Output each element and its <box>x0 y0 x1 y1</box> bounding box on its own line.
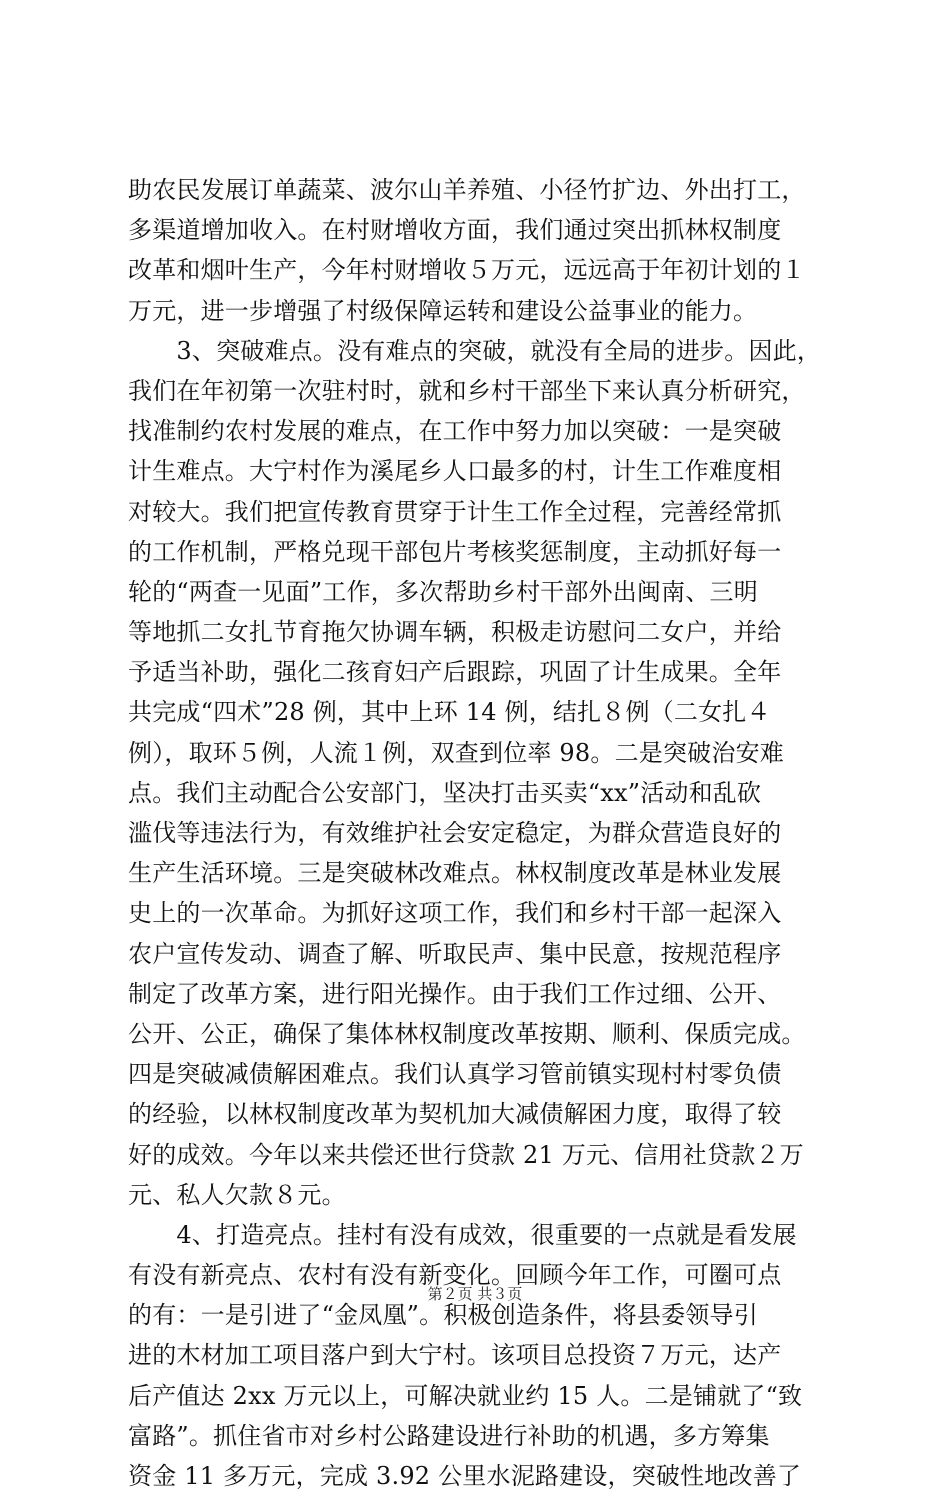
text-line: 的工作机制，严格兑现干部包片考核奖惩制度，主动抓好每一 <box>128 537 782 566</box>
text-line: 进的木材加工项目落户到大宁村。该项目总投资７万元，达产 <box>128 1341 782 1370</box>
text-line: 计生难点。大宁村作为溪尾乡人口最多的村，计生工作难度相 <box>128 457 782 486</box>
text-line: 轮的“两查一见面”工作，多次帮助乡村干部外出闽南、三明 <box>128 577 758 606</box>
text-line: 制定了改革方案，进行阳光操作。由于我们工作过细、公开、 <box>128 979 782 1008</box>
text-line: 史上的一次革命。为抓好这项工作，我们和乡村干部一起深入 <box>128 899 782 928</box>
text-line: 万元，进一步增强了村级保障运转和建设公益事业的能力。 <box>128 296 758 325</box>
text-line: 资金 11 多万元，完成 3.92 公里水泥路建设，突破性地改善了 <box>128 1462 802 1490</box>
page-number-label: 第２页 共３页 <box>427 1285 523 1303</box>
text-line: 生产生活环境。三是突破林改难点。林权制度改革是林业发展 <box>128 859 782 888</box>
text-line: 3、突破难点。没有难点的突破，就没有全局的进步。因此， <box>128 336 822 365</box>
text-line: 公开、公正，确保了集体林权制度改革按期、顺利、保质完成。 <box>128 1019 806 1048</box>
page-footer <box>0 1284 950 1304</box>
text-line: 点。我们主动配合公安部门，坚决打击买卖“xx”活动和乱砍 <box>128 778 762 807</box>
text-line: 助农民发展订单蔬菜、波尔山羊养殖、小径竹扩边、外出打工， <box>128 176 806 204</box>
text-line: 富路”。抓住省市对乡村公路建设进行补助的机遇，多方筹集 <box>128 1421 770 1450</box>
text-line: 有没有新亮点、农村有没有新变化。回顾今年工作，可圈可点 <box>128 1261 782 1290</box>
text-line: 的有：一是引进了“金凤凰”。积极创造条件，将县委领导引 <box>128 1301 758 1330</box>
text-line: 我们在年初第一次驻村时，就和乡村干部坐下来认真分析研究， <box>128 376 806 405</box>
text-line: 元、私人欠款８元。 <box>128 1180 346 1209</box>
text-line: 多渠道增加收入。在村财增收方面，我们通过突出抓林权制度 <box>128 216 782 245</box>
text-line: 共完成“四术”28 例，其中上环 14 例，结扎８例（二女扎４ <box>128 698 771 727</box>
text-line: 例），取环５例，人流１例，双查到位率 98。二是突破治安难 <box>128 738 784 767</box>
text-line: 农户宣传发动、调查了解、听取民声、集中民意，按规范程序 <box>128 939 782 968</box>
text-line: 四是突破减债解困难点。我们认真学习管前镇实现村村零负债 <box>128 1060 782 1089</box>
text-line: 4、打造亮点。挂村有没有成效，很重要的一点就是看发展 <box>128 1220 797 1249</box>
text-line: 滥伐等违法行为，有效维护社会安定稳定，为群众营造良好的 <box>128 819 782 847</box>
text-line: 等地抓二女扎节育拖欠协调车辆，积极走访慰问二女户，并给 <box>128 618 782 647</box>
text-line: 的经验，以林权制度改革为契机加大减债解困力度，取得了较 <box>128 1100 782 1129</box>
text-line: 对较大。我们把宣传教育贯穿于计生工作全过程，完善经常抓 <box>128 497 782 526</box>
text-line: 改革和烟叶生产，今年村财增收５万元，远远高于年初计划的１ <box>128 256 806 285</box>
text-line: 好的成效。今年以来共偿还世行贷款 21 万元、信用社贷款２万 <box>128 1140 804 1169</box>
text-line: 找准制约农村发展的难点，在工作中努力加以突破：一是突破 <box>128 417 782 446</box>
text-line: 后产值达 2xx 万元以上，可解决就业约 15 人。二是铺就了“致 <box>128 1381 803 1410</box>
text-line: 予适当补助，强化二孩育妇产后跟踪，巩固了计生成果。全年 <box>128 658 782 687</box>
